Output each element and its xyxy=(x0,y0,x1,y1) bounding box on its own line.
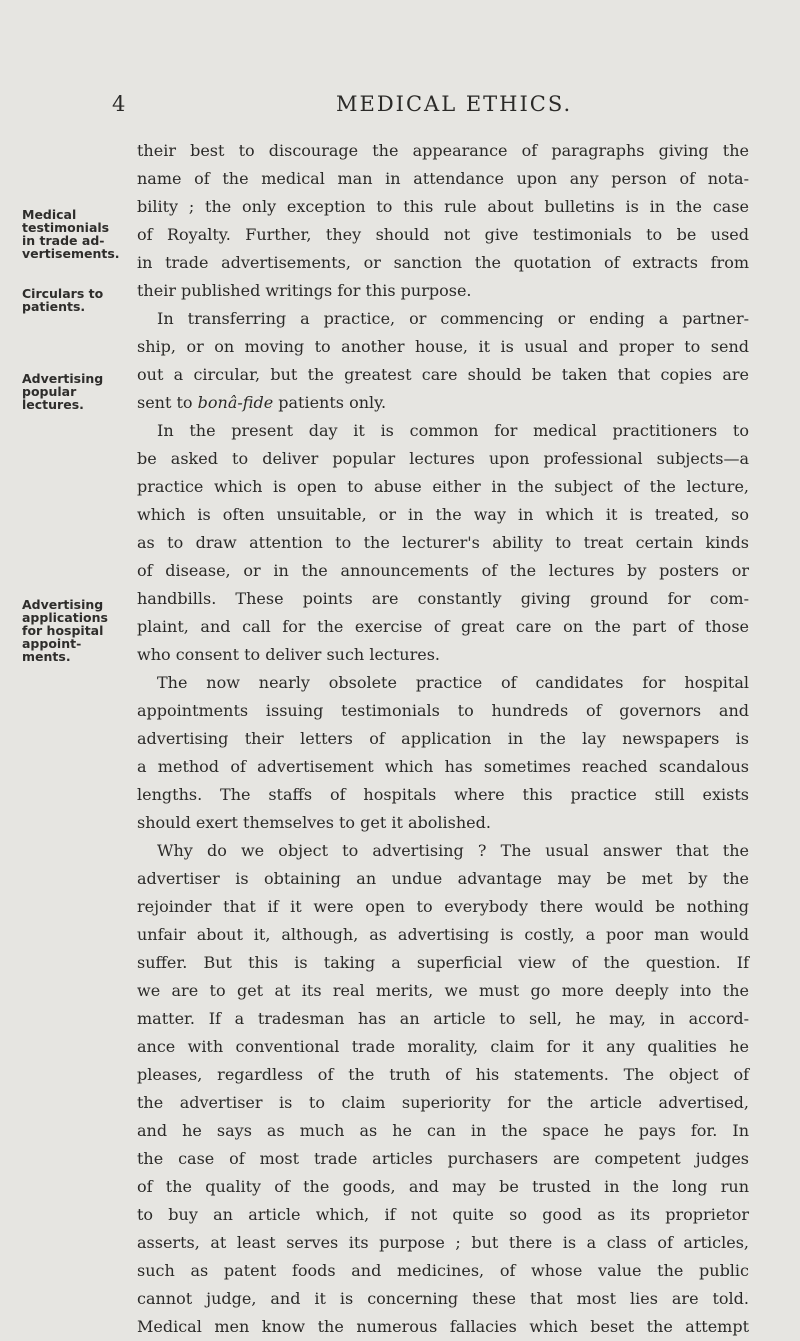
text-line: of the quality of the goods, and may be trusted in the long run xyxy=(137,1177,749,1196)
text-line: which is often unsuitable, or in the way in which it is treated, so xyxy=(137,505,749,524)
text-line: name of the medical man in attendance upon any person of nota- xyxy=(137,169,749,188)
sidenote-circulars xyxy=(22,287,132,313)
text-line: such as patent foods and medicines, of whose value the public xyxy=(137,1261,749,1280)
text-line: rejoinder that if it were open to everybody there would be nothing xyxy=(137,897,749,916)
text-line: Medical men know the numerous fallacies which beset the attempt xyxy=(137,1317,749,1336)
text-line: ship, or on moving to another house, it is usual and proper to send xyxy=(137,337,749,356)
text-line: and he says as much as he can in the space he pays for. In xyxy=(137,1121,749,1140)
sidenote-line: appoint- xyxy=(22,636,82,651)
body-text xyxy=(137,137,749,1341)
sidenote-line: Advertising xyxy=(22,371,104,386)
text-line: handbills. These points are constantly giving ground for com- xyxy=(137,589,749,608)
text-line: out a circular, but the greatest care should be taken that copies are xyxy=(137,365,749,384)
running-head xyxy=(0,90,800,120)
text-line: of disease, or in the announcements of the lectures by posters or xyxy=(137,561,749,580)
text-line: should exert themselves to get it abolished. xyxy=(137,813,491,832)
sidenote-line: Advertising xyxy=(22,597,104,612)
text-line: suffer. But this is taking a superficial view of the question. If xyxy=(137,953,749,972)
text-line: Why do we object to advertising ? The usual answer that the xyxy=(157,841,749,860)
italic-phrase: bonâ-fide xyxy=(197,393,274,412)
text-line: sent to bonâ-fide patients only. xyxy=(137,393,387,412)
text-line: in trade advertisements, or sanction the quotation of extracts from xyxy=(137,253,749,272)
text-line: unfair about it, although, as advertising is costly, a poor man would xyxy=(137,925,749,944)
sidenote-hospital-applications xyxy=(22,598,132,663)
text-line: be asked to deliver popular lectures upon professional subjects—a xyxy=(137,449,749,468)
text-line: bility ; the only exception to this rule about bulletins is in the case xyxy=(137,197,749,216)
sidenote-line: ments. xyxy=(22,649,71,664)
sidenote-line: for hospital xyxy=(22,623,104,638)
page-number: 4 xyxy=(112,92,126,116)
text-line: as to draw attention to the lecturer's ability to treat certain kinds xyxy=(137,533,749,552)
text-line: asserts, at least serves its purpose ; but there is a class of articles, xyxy=(137,1233,749,1252)
text-line: of Royalty. Further, they should not give testimonials to be used xyxy=(137,225,749,244)
text-line: advertising their letters of application in the lay newspapers is xyxy=(137,729,749,748)
text-line: who consent to deliver such lectures. xyxy=(137,645,441,664)
text-line: their published writings for this purpose. xyxy=(137,281,472,300)
sidenote-line: lectures. xyxy=(22,397,84,412)
text-line: advertiser is obtaining an undue advantage may be met by the xyxy=(137,869,749,888)
text-line: matter. If a tradesman has an article to sell, he may, in accord- xyxy=(137,1009,749,1028)
text-line: a method of advertisement which has sometimes reached scandalous xyxy=(137,757,749,776)
running-title: MEDICAL ETHICS. xyxy=(336,92,573,116)
text-line: appointments issuing testimonials to hundreds of governors and xyxy=(137,701,749,720)
sidenote-line: Medical xyxy=(22,207,77,222)
text-line: In the present day it is common for medical practitioners to xyxy=(157,421,749,440)
text-line: we are to get at its real merits, we must go more deeply into the xyxy=(137,981,749,1000)
sidenote-line: vertisements. xyxy=(22,246,120,261)
sidenote-line: in trade ad- xyxy=(22,233,105,248)
text-line: the case of most trade articles purchasers are competent judges xyxy=(137,1149,749,1168)
text-line: lengths. The staffs of hospitals where this practice still exists xyxy=(137,785,749,804)
text-line: pleases, regardless of the truth of his statements. The object of xyxy=(137,1065,749,1084)
text-line: cannot judge, and it is concerning these that most lies are told. xyxy=(137,1289,749,1308)
text-line: plaint, and call for the exercise of great care on the part of those xyxy=(137,617,749,636)
sidenote-line: applications xyxy=(22,610,108,625)
sidenote-line: testimonials xyxy=(22,220,110,235)
sidenote-line: popular xyxy=(22,384,77,399)
text-line: The now nearly obsolete practice of candidates for hospital xyxy=(157,673,749,692)
sidenote-medical-testimonials xyxy=(22,208,132,260)
text-line: practice which is open to abuse either in the subject of the lecture, xyxy=(137,477,749,496)
sidenote-line: Circulars to xyxy=(22,286,104,301)
text-line: to buy an article which, if not quite so good as its proprietor xyxy=(137,1205,749,1224)
sidenote-popular-lectures xyxy=(22,372,132,411)
text-line: the advertiser is to claim superiority for the article advertised, xyxy=(137,1093,749,1112)
text-line: their best to discourage the appearance of paragraphs giving the xyxy=(137,141,749,160)
text-line: In transferring a practice, or commencing or ending a partner- xyxy=(157,309,749,328)
text-line: ance with conventional trade morality, claim for it any qualities he xyxy=(137,1037,749,1056)
sidenote-line: patients. xyxy=(22,299,86,314)
